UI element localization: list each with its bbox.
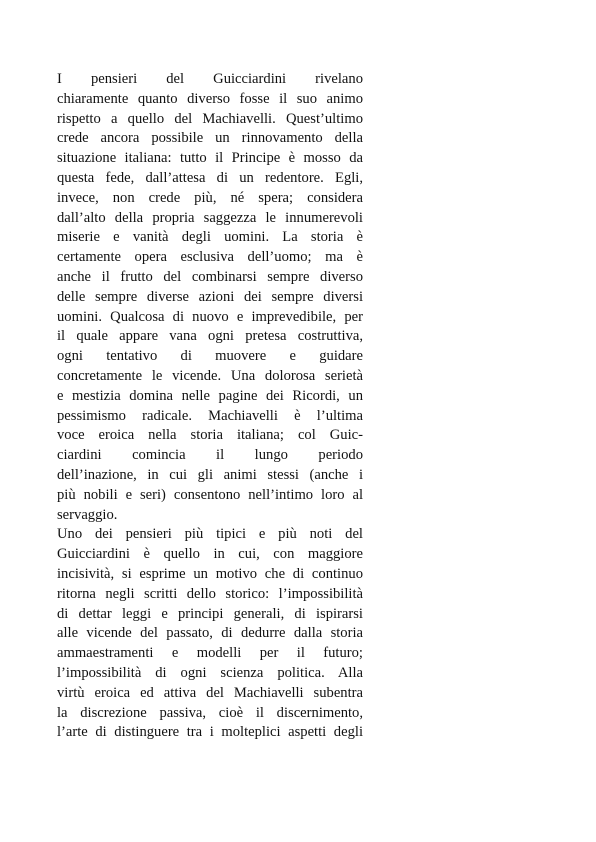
text-line: Guicciardini è quello in cui, con maggiore [57,546,363,563]
text-line: la discrezione passiva, cioè il discernimento, [57,704,363,721]
text-line: rispetto a quello del Machiavelli. Quest’ultimo [57,110,363,127]
text-line: delle sempre diverse azioni dei sempre diversi [57,288,363,305]
text-line: virtù eroica ed attiva del Machiavelli subentra [57,684,363,701]
text-line: ciardini comincia il lungo periodo [57,447,363,464]
text-line: Uno dei pensieri più tipici e più noti del [57,526,363,543]
text-line: più nobili e seri) consentono nell’intimo loro al [57,486,363,503]
text-line: anche il frutto del combinarsi sempre diverso [57,268,363,285]
text-line: I pensieri del Guicciardini rivelano [57,71,363,87]
text-line: e mestizia domina nelle pagine dei Ricordi, un [57,387,363,404]
text-line: concretamente le vicende. Una dolorosa serietà [57,367,363,384]
paragraph-2 [57,525,363,743]
text-line: ogni tentativo di muovere e guidare [57,348,363,365]
text-line: dall’alto della propria saggezza le innumerevoli [57,209,363,226]
text-line: voce eroica nella storia italiana; col Guic- [57,427,363,444]
text-line: uomini. Qualcosa di nuovo e imprevedibile, per [57,308,363,325]
text-line: questa fede, dall’attesa di un redentore. Egli, [57,169,363,186]
text-line: il quale appare vana ogni pretesa costruttiva, [57,328,363,345]
text-line: certamente opera esclusiva dell’uomo; ma è [57,249,363,266]
text-line: ammaestramenti e modelli per il futuro; [57,645,363,662]
text-line: l’impossibilità di ogni scienza politica. Alla [57,664,363,681]
text-line: alle vicende del passato, di dedurre dalla storia [57,625,363,642]
text-line: crede ancora possibile un rinnovamento della [57,130,363,147]
text-line: dell’inazione, in cui gli animi stessi (anche i [57,466,363,483]
text-line: chiaramente quanto diverso fosse il suo animo [57,90,363,107]
text-line: l’arte di distinguere tra i molteplici aspetti degli [57,724,363,741]
document-body [57,70,363,743]
text-line: miserie e vanità degli uomini. La storia è [57,229,363,246]
paragraph-1 [57,70,363,525]
text-line: di dettar leggi e principi generali, di ispirarsi [57,605,363,622]
text-line: pessimismo radicale. Machiavelli è l’ultima [57,407,363,424]
text-line: servaggio. [57,506,118,523]
text-line: situazione italiana: tutto il Principe è mosso da [57,150,363,167]
text-line: invece, non crede più, né spera; considera [57,189,363,206]
text-line: incisività, si esprime un motivo che di continuo [57,565,363,582]
text-line: ritorna negli scritti dello storico: l’impossibilità [57,585,363,602]
